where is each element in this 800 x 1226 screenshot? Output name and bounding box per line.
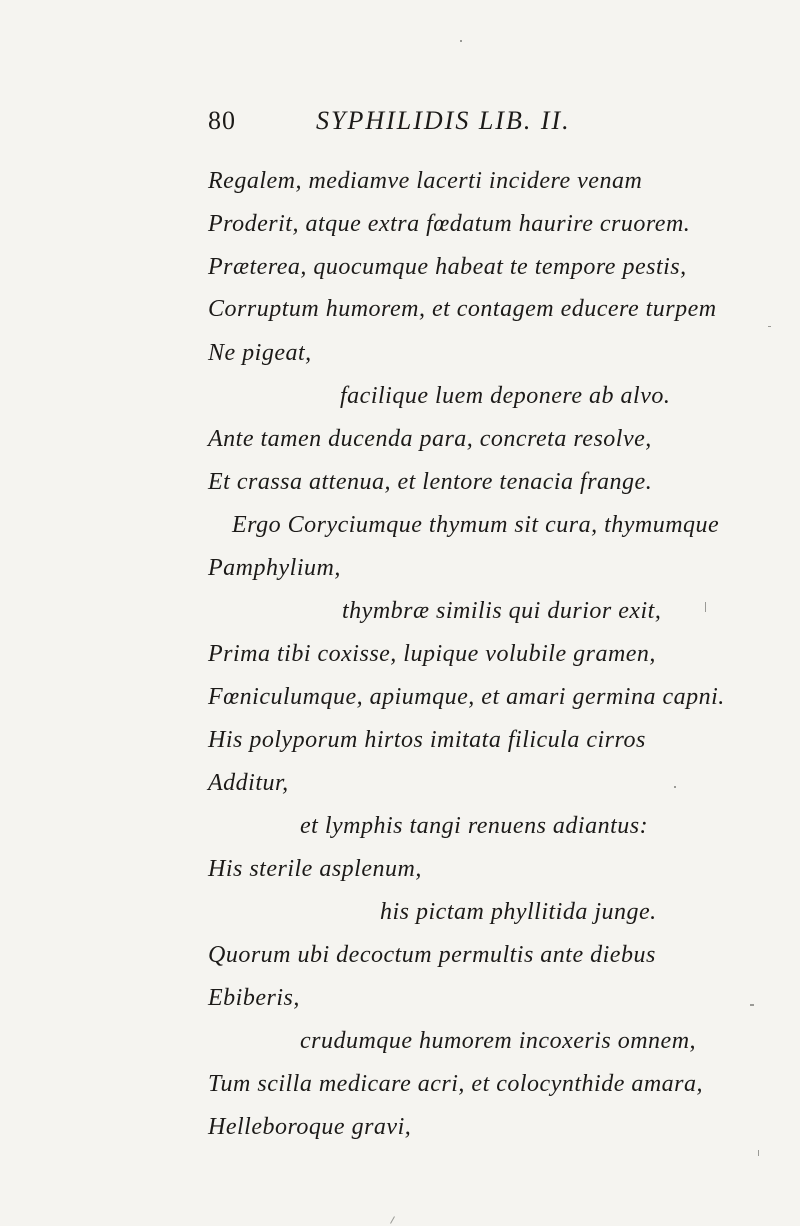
verse-line: his pictam phyllitida junge. [380, 899, 657, 925]
verse-line: Ebiberis, [208, 985, 300, 1011]
verse-line: Regalem, mediamve lacerti incidere venam [208, 168, 643, 194]
verse-line: Proderit, atque extra fœdatum haurire cruorem. [208, 211, 691, 237]
paper-speck [390, 1216, 395, 1223]
verse-line: Et crassa attenua, et lentore tenacia frange. [208, 469, 653, 495]
verse-line: Ergo Coryciumque thymum sit cura, thymumque [232, 512, 720, 538]
verse-line: Prima tibi coxisse, lupique volubile gramen, [208, 641, 656, 667]
verse-line: Ante tamen ducenda para, concreta resolve, [208, 426, 652, 452]
verse-line: et lymphis tangi renuens adiantus: [300, 813, 649, 839]
verse-line: Corruptum humorem, et contagem educere turpem [208, 296, 717, 322]
verse-line: Fœniculumque, apiumque, et amari germina capni. [208, 684, 725, 710]
verse-line: His polyporum hirtos imitata filicula cirros [208, 727, 646, 753]
paper-speck [750, 1004, 754, 1006]
verse-line: Præterea, quocumque habeat te tempore pestis, [208, 254, 687, 280]
verse-line: Additur, [208, 770, 289, 796]
verse-line: Pamphylium, [208, 555, 341, 581]
verse-line: Helleboroque gravi, [208, 1114, 412, 1140]
verse-line: facilique luem deponere ab alvo. [340, 383, 671, 409]
verse-line: Quorum ubi decoctum permultis ante diebus [208, 942, 656, 968]
verse-line: Ne pigeat, [208, 340, 312, 366]
paper-speck [460, 40, 462, 42]
paper-speck [674, 786, 676, 788]
page-header [0, 106, 800, 146]
paper-speck [768, 326, 771, 327]
verse-line: His sterile asplenum, [208, 856, 422, 882]
verse-line: Tum scilla medicare acri, et colocynthide amara, [208, 1071, 704, 1097]
verse-line: thymbræ similis qui durior exit, [342, 598, 662, 624]
verse-line: crudumque humorem incoxeris omnem, [300, 1028, 697, 1054]
paper-speck [758, 1150, 759, 1156]
page-number: 80 [208, 106, 236, 135]
running-title: SYPHILIDIS LIB. II. [316, 106, 571, 135]
paper-speck [705, 602, 706, 612]
